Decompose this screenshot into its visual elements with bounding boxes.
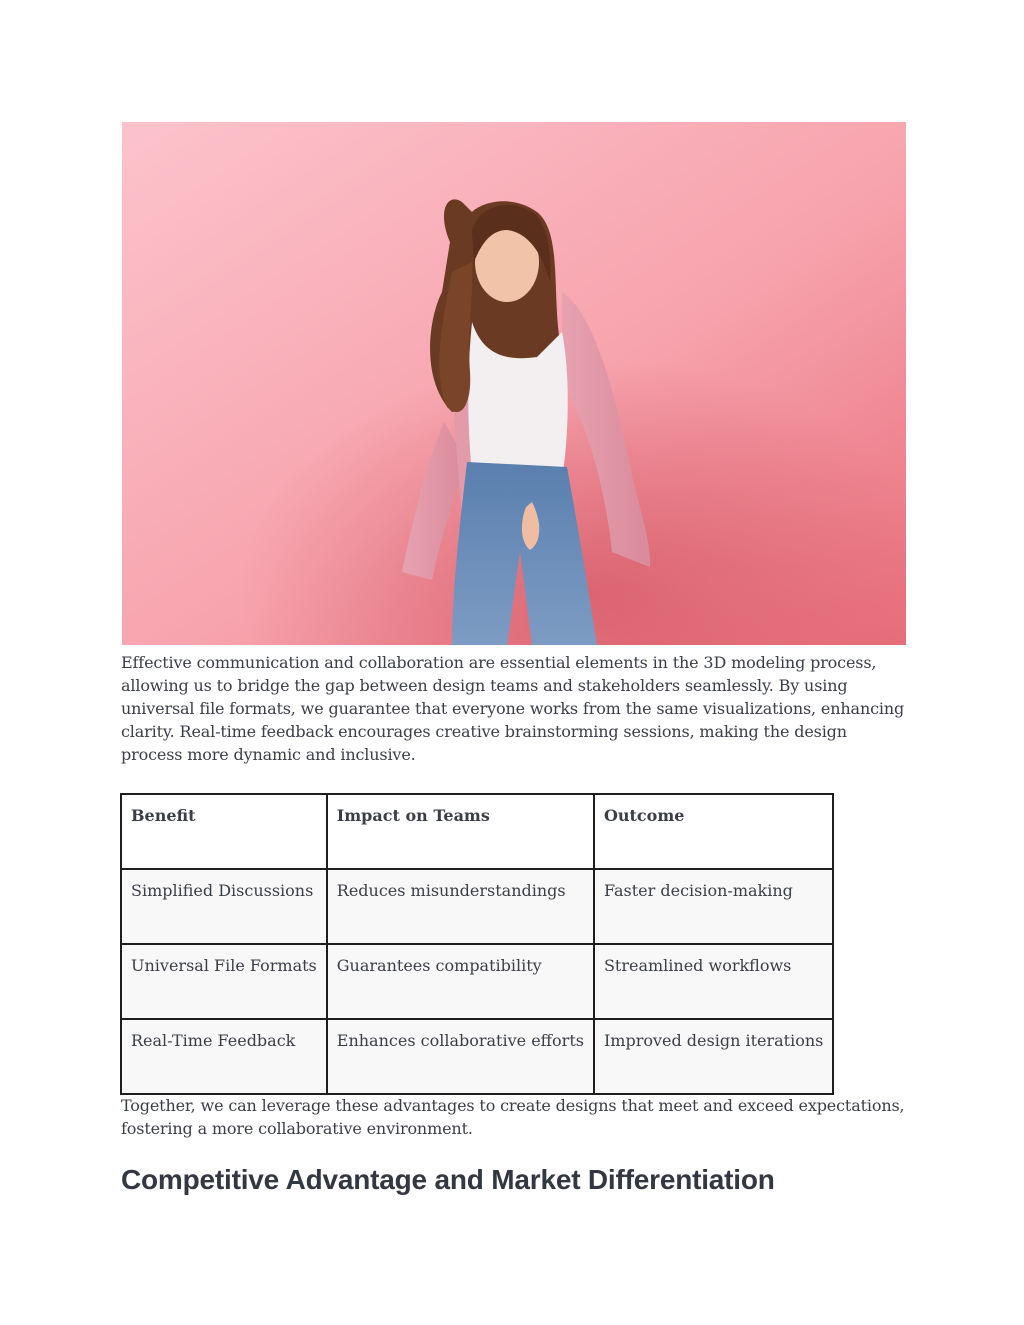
header-benefit: Benefit	[121, 794, 327, 869]
table-cell: Reduces misunderstandings	[327, 869, 594, 944]
benefits-table	[120, 793, 834, 1095]
table-cell: Improved design iterations	[594, 1019, 833, 1094]
table-row	[121, 944, 833, 1019]
table-cell: Faster decision-making	[594, 869, 833, 944]
section-heading: Competitive Advantage and Market Differentiation	[121, 1164, 775, 1195]
table-cell: Universal File Formats	[121, 944, 327, 1019]
table-row	[121, 869, 833, 944]
hero-photo	[122, 122, 906, 645]
table-row	[121, 1019, 833, 1094]
header-impact-on-teams: Impact on Teams	[327, 794, 594, 869]
table-cell: Streamlined workflows	[594, 944, 833, 1019]
table-cell: Enhances collaborative efforts	[327, 1019, 594, 1094]
header-outcome: Outcome	[594, 794, 833, 869]
closing-paragraph: Together, we can leverage these advantages to create designs that meet and exceed expectations, fostering a more collaborative environment.	[121, 1096, 905, 1138]
table-cell: Guarantees compatibility	[327, 944, 594, 1019]
table-header-row	[121, 794, 833, 869]
table-cell: Simplified Discussions	[121, 869, 327, 944]
table-cell: Real-Time Feedback	[121, 1019, 327, 1094]
intro-paragraph: Effective communication and collaboration are essential elements in the 3D modeling process, allowing us to bridge the gap between design teams and stakeholders seamlessly. By using universal file formats, we guarantee that everyone works from the same visualizations, enhancing clarity. Real-time feedback encourages creative brainstorming sessions, making the design process more dynamic and inclusive.	[121, 653, 905, 764]
woman-in-pink-blazer-image	[122, 122, 906, 645]
